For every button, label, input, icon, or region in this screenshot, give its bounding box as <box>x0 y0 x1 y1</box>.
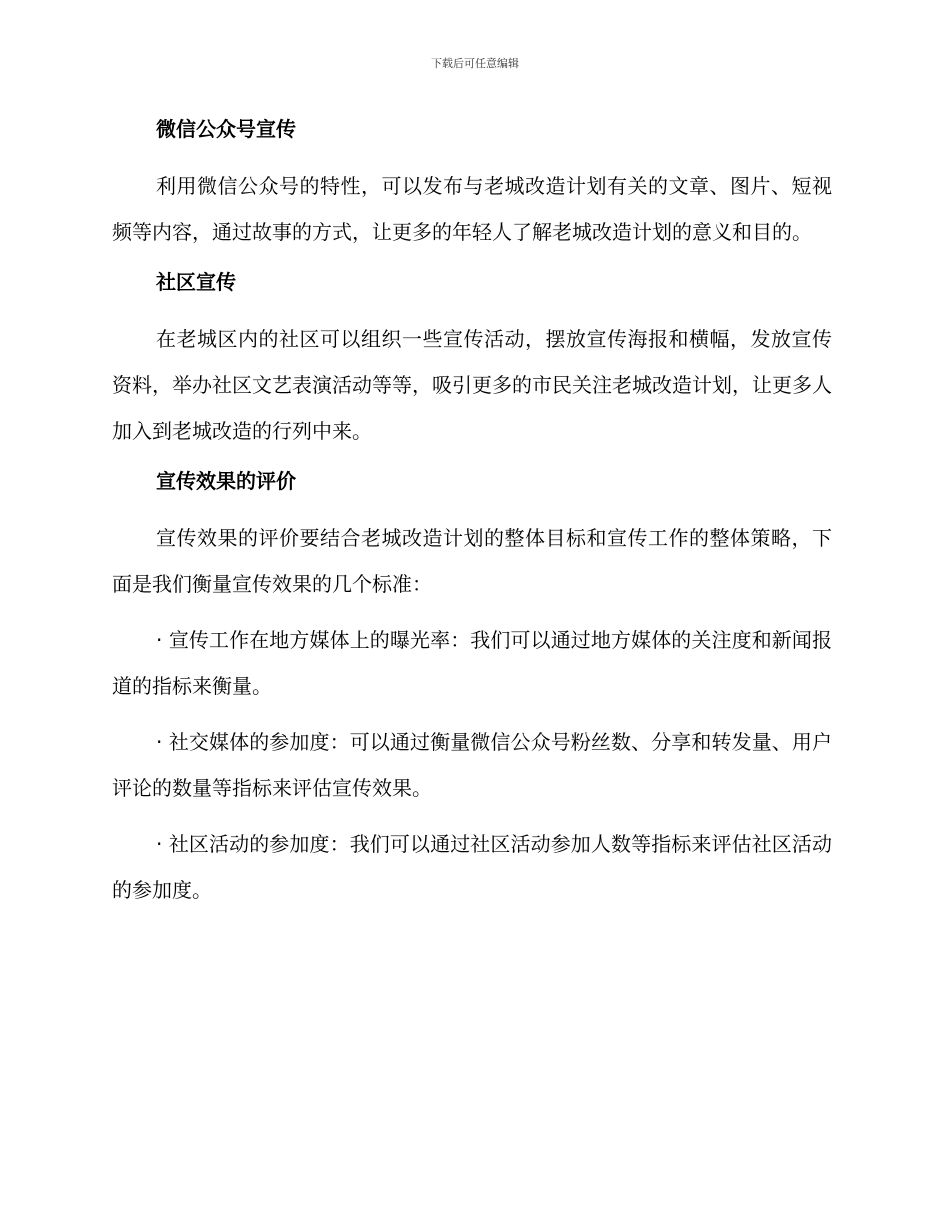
bullet-item-community-activity: · 社区活动的参加度：我们可以通过社区活动参加人数等指标来评估社区活动的参加度。 <box>112 832 832 902</box>
section-paragraph-community: 在老城区内的社区可以组织一些宣传活动，摆放宣传海报和横幅，发放宣传资料，举办社区文艺表演活动等等，吸引更多的市民关注老城改造计划，让更多人加入到老城改造的行列中来。 <box>112 327 832 443</box>
bullet-item-social-media: · 社交媒体的参加度：可以通过衡量微信公众号粉丝数、分享和转发量、用户评论的数量等指标来评估宣传效果。 <box>112 730 832 800</box>
section-heading-community: 社区宣传 <box>156 270 236 294</box>
bullet-item-media-exposure: · 宣传工作在地方媒体上的曝光率：我们可以通过地方媒体的关注度和新闻报道的指标来衡量。 <box>112 628 832 698</box>
document-body <box>112 112 832 923</box>
page-header-note: 下载后可任意编辑 <box>431 57 519 70</box>
section-heading-evaluation: 宣传效果的评价 <box>156 469 296 493</box>
section-heading-wechat: 微信公众号宣传 <box>156 117 296 141</box>
section-paragraph-evaluation: 宣传效果的评价要结合老城改造计划的整体目标和宣传工作的整体策略，下面是我们衡量宣传效果的几个标准： <box>112 526 832 596</box>
section-paragraph-wechat: 利用微信公众号的特性，可以发布与老城改造计划有关的文章、图片、短视频等内容，通过故事的方式，让更多的年轻人了解老城改造计划的意义和目的。 <box>112 174 832 244</box>
